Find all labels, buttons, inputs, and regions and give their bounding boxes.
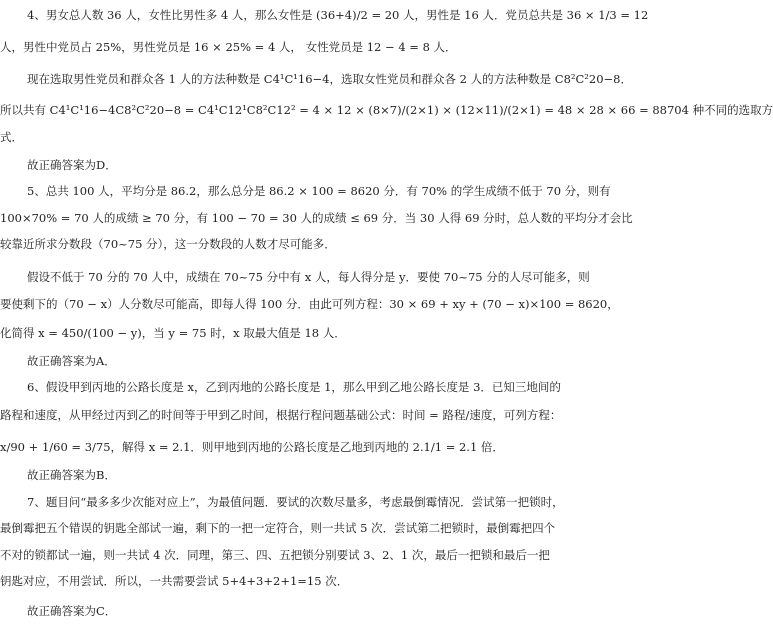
- text-line: 故正确答案为B．: [27, 468, 116, 482]
- text-line: 人，男性中党员占 25%，男性党员是 16 × 25% = 4 人， 女性党员是 12 − 4 = 8 人．: [0, 40, 457, 54]
- text-line: 假设不低于 70 分的 70 人中，成绩在 70~75 分中有 x 人，每人得分是 y．要使 70~75 分的人尽可能多，则: [27, 270, 590, 284]
- text-line: 7、题目问“最多多少次能对应上”，为最值问题．要试的次数尽量多，考虑最倒霉情况．尝试第一把锁时，: [27, 495, 564, 509]
- text-line: 100×70% = 70 人的成绩 ≥ 70 分，有 100 − 70 = 30 人的成绩 ≤ 69 分．当 30 人得 69 分时，总人数的平均分才会比: [0, 211, 633, 225]
- text-line: 4、男女总人数 36 人，女性比男性多 4 人，那么女性是 (36+4)/2 = 20 人，男性是 16 人．党员总共是 36 × 1/3 = 12: [27, 8, 649, 22]
- text-line: 不对的锁都试一遍，则一共试 4 次．同理，第三、四、五把锁分别要试 3、2、1 次，最后一把锁和最后一把: [0, 548, 550, 562]
- text-line: 故正确答案为C．: [27, 604, 117, 618]
- text-line: 最倒霉把五个错误的钥匙全部试一遍，剩下的一把一定符合，则一共试 5 次．尝试第二把锁时，最倒霉把四个: [0, 521, 556, 535]
- text-line: 故正确答案为D．: [27, 158, 117, 172]
- text-line: 现在选取男性党员和群众各 1 人的方法种数是 C4¹C¹16−4，选取女性党员和群众各 2 人的方法种数是 C8²C²20−8．: [27, 72, 633, 86]
- text-line: x/90 + 1/60 = 3/75，解得 x = 2.1．则甲地到丙地的公路长度是乙地到丙地的 2.1/1 = 2.1 倍．: [0, 440, 504, 454]
- text-line: 所以共有 C4¹C¹16−4C8²C²20−8 = C4¹C12¹C8²C12² = 4 × 12 × (8×7)/(2×1) × (12×11)/(2×1) = 48 × 28 × 66 = 88704 种不同的选取方: [0, 103, 773, 117]
- text-line: 钥匙对应，不用尝试．所以，一共需要尝试 5+4+3+2+1=15 次．: [0, 574, 349, 588]
- text-line: 要使剩下的（70 − x）人分数尽可能高，即每人得 100 分．由此可列方程：30 × 69 + xy + (70 − x)×100 = 8620，: [0, 297, 619, 311]
- text-line: 5、总共 100 人，平均分是 86.2，那么总分是 86.2 × 100 = 8620 分．有 70% 的学生成绩不低于 70 分，则有: [27, 184, 611, 198]
- text-line: 化简得 x = 450/(100 − y)，当 y = 75 时，x 取最大值是 18 人．: [0, 326, 346, 340]
- text-line: 式．: [0, 130, 23, 144]
- text-line: 路程和速度，从甲经过丙到乙的时间等于甲到乙时间，根据行程问题基础公式：时间 = 路程/速度，可列方程：: [0, 408, 562, 422]
- text-line: 较靠近所求分数段（70~75 分），这一分数段的人数才尽可能多．: [0, 237, 336, 251]
- text-line: 6、假设甲到丙地的公路长度是 x，乙到丙地的公路长度是 1，那么甲到乙地公路长度是 3．已知三地间的: [27, 380, 561, 394]
- text-line: 故正确答案为A．: [27, 354, 116, 368]
